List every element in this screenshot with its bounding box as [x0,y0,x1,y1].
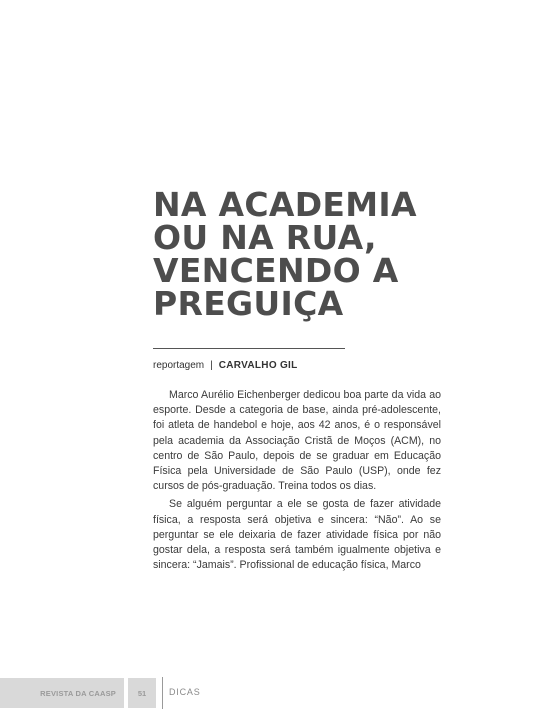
footer-magazine-name: REVISTA DA CAASP [40,688,116,698]
title-line: VENCENDO A [153,251,399,290]
title-divider [153,348,345,349]
article-title [153,185,513,323]
paragraph: Se alguém perguntar a ele se gosta de fazer atividade física, a resposta será objetiva e sincera: “Não”. Ao se perguntar se ele deixaria de fazer atividade física por não gostar dela, a resposta será também igualmente objetiva e sincera: “Jamais”. Profissional de educação física, Marco [153,498,441,572]
footer-section-name: DICAS [169,687,201,697]
byline-author: CARVALHO GIL [218,360,298,371]
title-line: NA ACADEMIA [153,185,417,224]
title-line: OU NA RUA, [153,218,377,257]
byline-label: reportagem [153,360,205,371]
paragraph: Marco Aurélio Eichenberger dedicou boa parte da vida ao esporte. Desde a categoria de base, ainda pré-adolescente, foi atleta de handebol e hoje, aos 42 anos, é o responsável pela academia da Associação Cristã de Moços (ACM), no centro de São Paulo, depois de se graduar em Educação Física pela Universidade de São Paulo (USP), onde fez cursos de pós-graduação. Treina todos os dias. [153,389,441,493]
title-line: PREGUIÇA [153,284,344,323]
footer-page-number: 51 [137,688,147,698]
footer-page-tab [128,678,156,708]
byline-separator: | [210,360,213,371]
byline [153,360,298,371]
footer-magazine-tab [0,678,124,708]
footer-divider [162,677,163,709]
article-body [153,388,441,576]
